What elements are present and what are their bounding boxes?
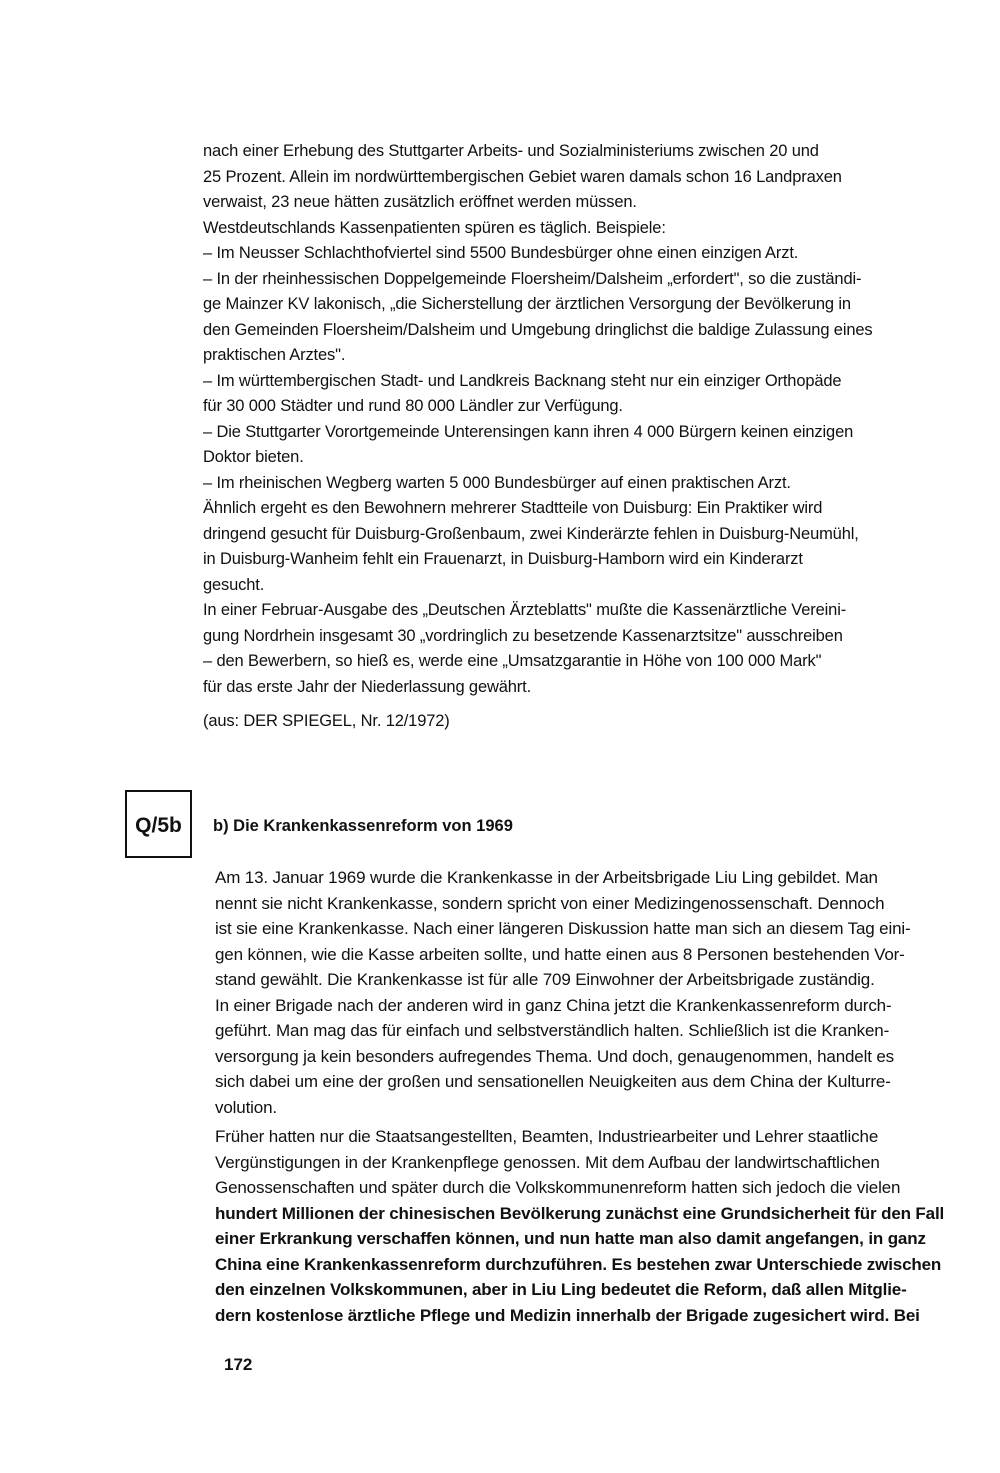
text-line: Am 13. Januar 1969 wurde die Krankenkasse in der Arbeitsbrigade Liu Ling gebildet. Man <box>215 868 878 887</box>
text-line: einer Erkrankung verschaffen können, und nun hatte man also damit angefangen, in ganz <box>215 1229 926 1248</box>
text-line: nennt sie nicht Krankenkasse, sondern spricht von einer Medizingenossenschaft. Dennoch <box>215 894 885 913</box>
text-line: für das erste Jahr der Niederlassung gewährt. <box>203 678 532 696</box>
text-line: in Duisburg-Wanheim fehlt ein Frauenarzt, in Duisburg-Hamborn wird ein Kinderarzt <box>203 550 803 568</box>
text-line: – Im Neusser Schlachthofviertel sind 5500 Bundesbürger ohne einen einzigen Arzt. <box>203 244 799 262</box>
text-line: geführt. Man mag das für einfach und selbstverständlich halten. Schließlich ist die Kranken- <box>215 1021 890 1040</box>
text-line: gesucht. <box>203 576 265 594</box>
text-line: – den Bewerbern, so hieß es, werde eine „Umsatzgarantie in Höhe von 100 000 Mark" <box>203 652 822 670</box>
text-line: hundert Millionen der chinesischen Bevölkerung zunächst eine Grundsicherheit für den Fall <box>215 1204 945 1223</box>
text-line: stand gewählt. Die Krankenkasse ist für alle 709 Einwohner der Arbeitsbrigade zuständig. <box>215 970 875 989</box>
text-line: für 30 000 Städter und rund 80 000 Ländler zur Verfügung. <box>203 397 623 415</box>
text-line: verwaist, 23 neue hätten zusätzlich eröffnet werden müssen. <box>203 193 637 211</box>
text-line: – Im württembergischen Stadt- und Landkreis Backnang steht nur ein einziger Orthopäde <box>203 372 842 390</box>
source-citation: (aus: DER SPIEGEL, Nr. 12/1972) <box>203 712 450 730</box>
section-marker-box <box>125 790 192 858</box>
text-line: den Gemeinden Floersheim/Dalsheim und Umgebung dringlichst die baldige Zulassung eines <box>203 321 873 339</box>
text-line: volution. <box>215 1098 277 1117</box>
text-line: Vergünstigungen in der Krankenpflege genossen. Mit dem Aufbau der landwirtschaftlichen <box>215 1153 880 1172</box>
text-line: gen können, wie die Kasse arbeiten sollte, und hatte einen aus 8 Personen bestehenden Vor- <box>215 945 905 964</box>
section-marker-label: Q/5b <box>135 814 182 837</box>
page-number: 172 <box>224 1355 253 1374</box>
text-line: praktischen Arztes". <box>203 346 346 364</box>
text-line: versorgung ja kein besonders aufregendes Thema. Und doch, genaugenommen, handelt es <box>215 1047 895 1066</box>
text-line: Ähnlich ergeht es den Bewohnern mehrerer Stadtteile von Duisburg: Ein Praktiker wird <box>203 499 823 517</box>
text-line: Westdeutschlands Kassenpatienten spüren es täglich. Beispiele: <box>203 219 666 237</box>
text-line: China eine Krankenkassenreform durchzuführen. Es bestehen zwar Unterschiede zwischen <box>215 1255 942 1274</box>
text-line: dringend gesucht für Duisburg-Großenbaum, zwei Kinderärzte fehlen in Duisburg-Neumühl, <box>203 525 859 543</box>
text-line: – Die Stuttgarter Vorortgemeinde Unterensingen kann ihren 4 000 Bürgern keinen einzigen <box>203 423 854 441</box>
text-line: sich dabei um eine der großen und sensationellen Neuigkeiten aus dem China der Kulturre- <box>215 1072 891 1091</box>
text-line: Doktor bieten. <box>203 448 304 466</box>
section-heading: b) Die Krankenkassenreform von 1969 <box>213 817 513 835</box>
text-line: Früher hatten nur die Staatsangestellten, Beamten, Industriearbeiter und Lehrer staatliche <box>215 1127 879 1146</box>
text-line: den einzelnen Volkskommunen, aber in Liu Ling bedeutet die Reform, daß allen Mitglie- <box>215 1280 907 1299</box>
text-line: nach einer Erhebung des Stuttgarter Arbeits- und Sozialministeriums zwischen 20 und <box>203 142 819 160</box>
text-line: – Im rheinischen Wegberg warten 5 000 Bundesbürger auf einen praktischen Arzt. <box>203 474 791 492</box>
text-line: ist sie eine Krankenkasse. Nach einer längeren Diskussion hatte man sich an diesem Tag eini- <box>215 919 911 938</box>
text-line: In einer Februar-Ausgabe des „Deutschen Ärzteblatts" mußte die Kassenärztliche Vereini- <box>203 601 847 619</box>
text-line: – In der rheinhessischen Doppelgemeinde Floersheim/Dalsheim „erfordert", so die zuständi- <box>203 270 862 288</box>
text-line: 25 Prozent. Allein im nordwürttembergischen Gebiet waren damals schon 16 Landpraxen <box>203 168 842 186</box>
text-line: Genossenschaften und später durch die Volkskommunenreform hatten sich jedoch die vielen <box>215 1178 901 1197</box>
text-line: gung Nordrhein insgesamt 30 „vordringlich zu besetzende Kassenarztsitze" ausschreiben <box>203 627 843 645</box>
text-line: In einer Brigade nach der anderen wird in ganz China jetzt die Krankenkassenreform durch- <box>215 996 892 1015</box>
text-line: ge Mainzer KV lakonisch, „die Sicherstellung der ärztlichen Versorgung der Bevölkerung in <box>203 295 851 313</box>
text-line: dern kostenlose ärztliche Pflege und Medizin innerhalb der Brigade zugesichert wird. Bei <box>215 1306 920 1325</box>
